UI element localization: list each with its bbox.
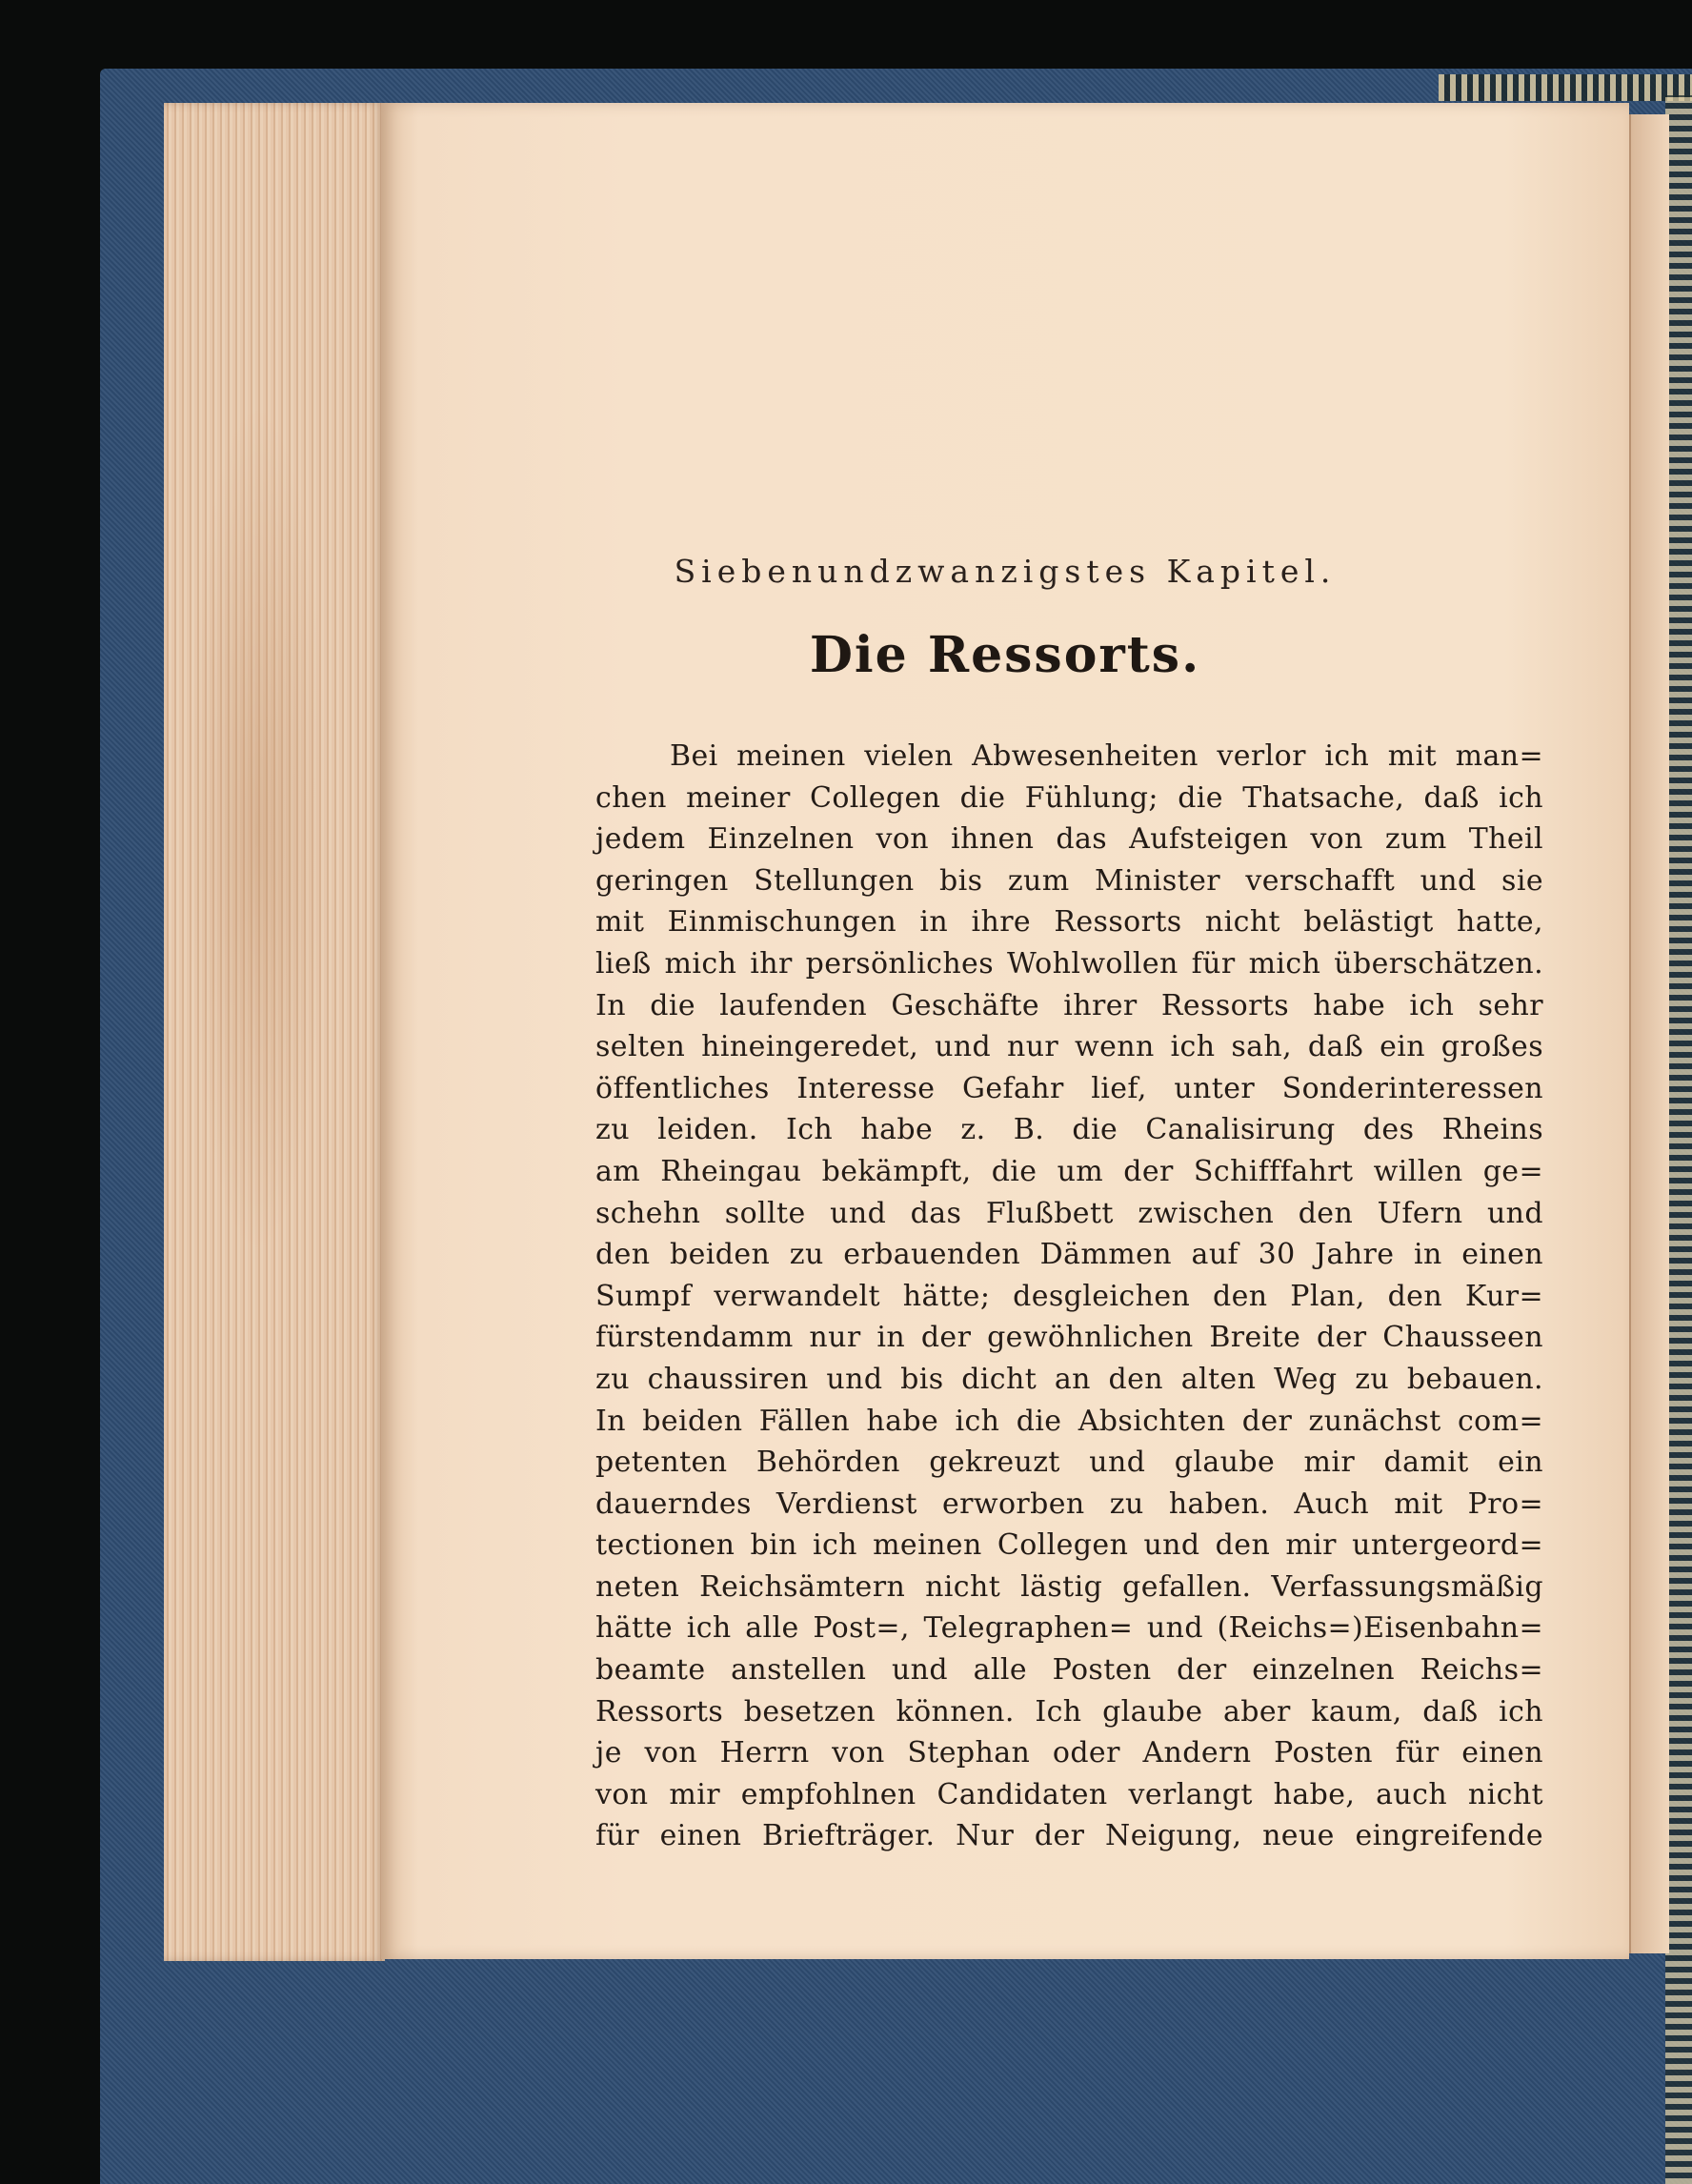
chapter-heading: Siebenundzwanzigstes Kapitel. (674, 553, 1337, 590)
text-line: chen meiner Collegen die Fühlung; die Thatsache, daß ich (595, 780, 1543, 815)
text-line: petenten Behörden gekreuzt und glaube mir damit ein (595, 1446, 1543, 1480)
text-line: ließ mich ihr persönliches Wohlwollen für mich überschätzen. (595, 946, 1543, 981)
page-edge-stain (186, 400, 329, 1258)
text-line: von mir empfohlnen Candidaten verlangt habe, auch nicht (595, 1777, 1543, 1811)
section-title: Die Ressorts. (809, 626, 1201, 684)
text-line: Sumpf verwandelt hätte; desgleichen den Plan, den Kur= (595, 1279, 1543, 1313)
text-line: jedem Einzelnen von ihnen das Aufsteigen von zum Theil (595, 822, 1543, 857)
text-line: schehn sollte und das Flußbett zwischen den Ufern und (595, 1196, 1543, 1230)
text-line: beamte anstellen und alle Posten der einzelnen Reichs= (595, 1653, 1543, 1688)
text-line: zu chaussiren und bis dicht an den alten Weg zu bebauen. (595, 1362, 1543, 1396)
text-line: mit Einmischungen in ihre Ressorts nicht belästigt hatte, (595, 905, 1543, 940)
cover-binding-stitch-right (1665, 95, 1692, 2184)
text-line: zu leiden. Ich habe z. B. die Canalisirung des Rheins (595, 1113, 1543, 1147)
text-line: geringen Stellungen bis zum Minister verschafft und sie (595, 863, 1543, 898)
cover-binding-stitch-top (1439, 74, 1692, 101)
text-line: fürstendamm nur in der gewöhnlichen Breite der Chausseen (595, 1321, 1543, 1355)
text-line: je von Herrn von Stephan oder Andern Posten für einen (595, 1736, 1543, 1770)
text-line: hätte ich alle Post=, Telegraphen= und (Reichs=)Eisenbahn= (595, 1611, 1543, 1646)
text-line: dauerndes Verdienst erworben zu haben. Auch mit Pro= (595, 1486, 1543, 1521)
text-line: öffentliches Interesse Gefahr lief, unter Sonderinteressen (595, 1071, 1543, 1105)
text-line: tectionen bin ich meinen Collegen und den mir untergeord= (595, 1528, 1543, 1563)
text-line: für einen Briefträger. Nur der Neigung, neue eingreifende (595, 1819, 1543, 1853)
text-line: neten Reichsämtern nicht lästig gefallen. Verfassungsmäßig (595, 1569, 1543, 1604)
text-line: am Rheingau bekämpft, die um der Schifffahrt willen ge= (595, 1154, 1543, 1188)
text-line: selten hineingeredet, und nur wenn ich sah, daß ein großes (595, 1030, 1543, 1064)
body-paragraph (595, 736, 1543, 1857)
text-line: Ressorts besetzen können. Ich glaube aber kaum, daß ich (595, 1694, 1543, 1729)
text-line: Bei meinen vielen Abwesenheiten verlor ich mit man= (670, 739, 1543, 773)
text-line: In die laufenden Geschäfte ihrer Ressorts habe ich sehr (595, 988, 1543, 1022)
text-line: In beiden Fällen habe ich die Absichten der zunächst com= (595, 1404, 1543, 1438)
facing-page-edge (1629, 114, 1669, 1953)
text-line: den beiden zu erbauenden Dämmen auf 30 Jahre in einen (595, 1238, 1543, 1272)
